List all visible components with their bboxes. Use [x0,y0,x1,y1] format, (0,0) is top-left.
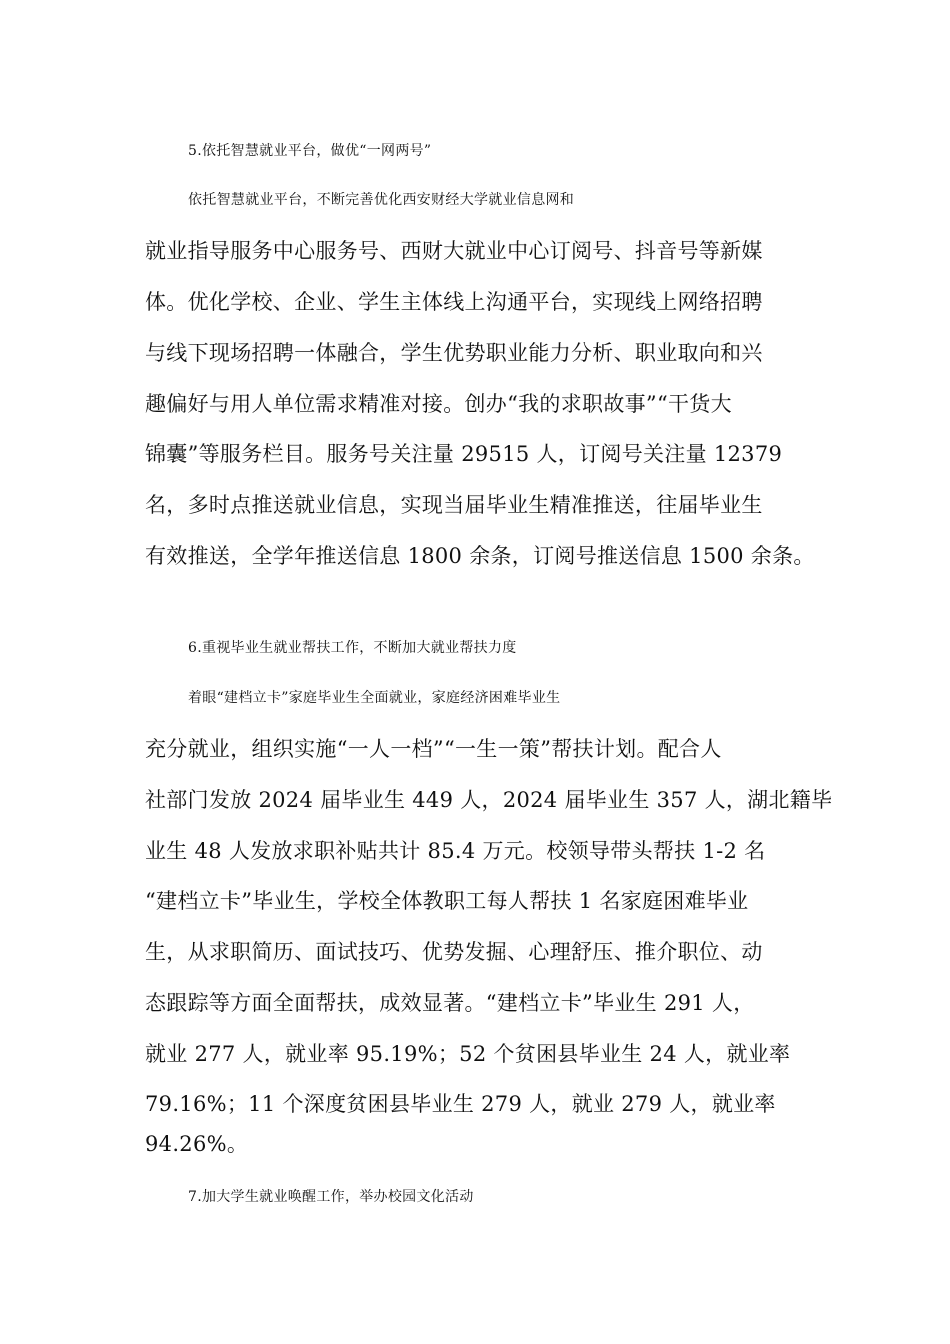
section-5-line-2: 就业指导服务中心服务号、西财大就业中心订阅号、抖音号等新媒 [145,239,763,263]
section-5-line-8: 有效推送，全学年推送信息 1800 余条，订阅号推送信息 1500 余条。 [145,544,815,568]
section-6-line-7: 态跟踪等方面全面帮扶，成效显著。“建档立卡”毕业生 291 人， [145,991,755,1015]
section-5-line-3: 体。优化学校、企业、学生主体线上沟通平台，实现线上网络招聘 [145,290,763,314]
section-5-line-5: 趣偏好与用人单位需求精准对接。创办“我的求职故事”“干货大 [145,392,732,416]
section-6-line-8: 就业 277 人，就业率 95.19%；52 个贫困县毕业生 24 人，就业率 [145,1042,791,1066]
section-6-line-2: 充分就业，组织实施“一人一档”“一生一策”帮扶计划。配合人 [145,737,722,761]
section-6-line-10: 94.26%。 [145,1132,249,1156]
section-6-line-3: 社部门发放 2024 届毕业生 449 人，2024 届毕业生 357 人，湖北籍毕 [145,788,833,812]
section-5-heading: 5.依托智慧就业平台，做优“一网两号” [188,143,432,159]
section-6-heading: 6.重视毕业生就业帮扶工作，不断加大就业帮扶力度 [188,640,517,656]
section-6-line-4: 业生 48 人发放求职补贴共计 85.4 万元。校领导带头帮扶 1-2 名 [145,839,766,863]
section-5-line-1: 依托智慧就业平台，不断完善优化西安财经大学就业信息网和 [188,192,575,208]
section-6-line-9: 79.16%；11 个深度贫困县毕业生 279 人，就业 279 人，就业率 [145,1092,776,1116]
section-5-line-6: 锦囊”等服务栏目。服务号关注量 29515 人，订阅号关注量 12379 [145,442,783,466]
section-5-line-4: 与线下现场招聘一体融合，学生优势职业能力分析、职业取向和兴 [145,341,763,365]
section-5-line-7: 名，多时点推送就业信息，实现当届毕业生精准推送，往届毕业生 [145,493,763,517]
section-7-heading: 7.加大学生就业唤醒工作，举办校园文化活动 [188,1189,474,1205]
section-6-line-6: 生，从求职简历、面试技巧、优势发掘、心理舒压、推介职位、动 [145,940,763,964]
section-6-line-5: “建档立卡”毕业生，学校全体教职工每人帮扶 1 名家庭困难毕业 [145,889,749,913]
section-6-line-1: 着眼“建档立卡”家庭毕业生全面就业，家庭经济困难毕业生 [188,690,561,706]
